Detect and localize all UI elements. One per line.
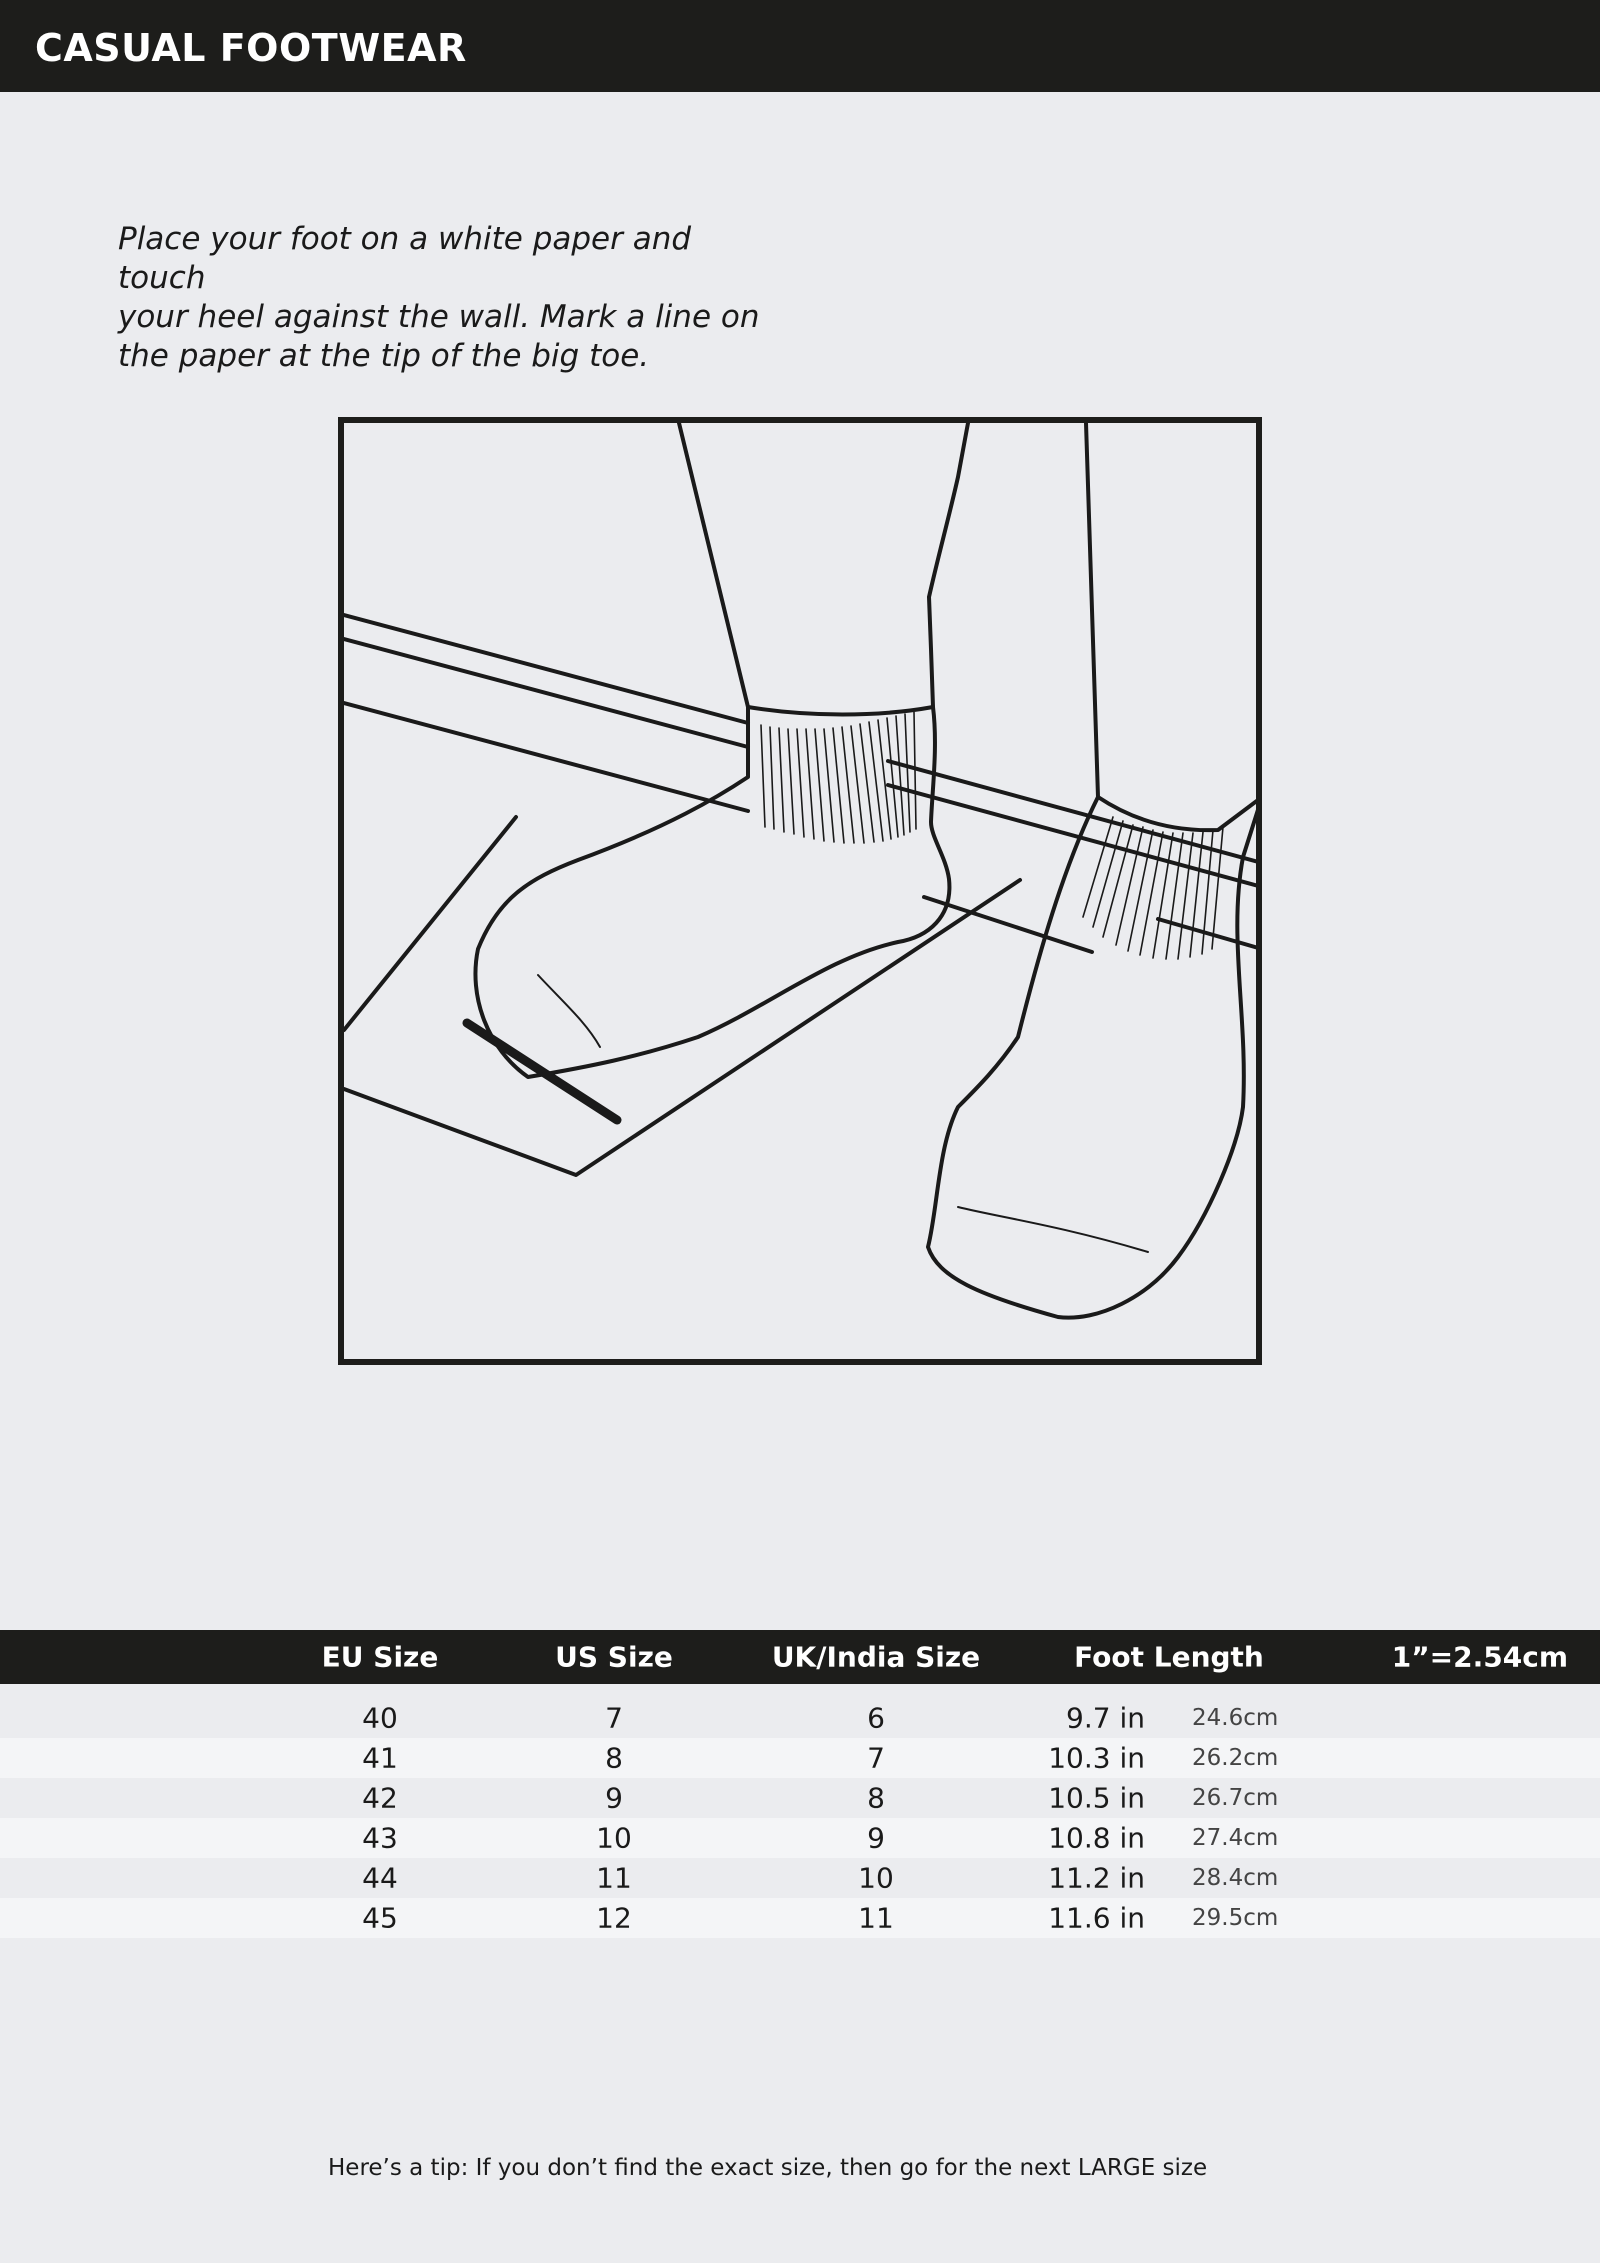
- cell-us: 12: [596, 1901, 632, 1935]
- cell-us: 10: [596, 1821, 632, 1855]
- table-row: [0, 1858, 1600, 1898]
- table-row: [0, 1738, 1600, 1778]
- cell-foot-length-cm: 28.4cm: [1192, 1865, 1279, 1891]
- sizing-tip: Here’s a tip: If you don’t find the exact size, then go for the next LARGE size: [328, 2155, 1208, 2181]
- cell-eu: 43: [362, 1821, 398, 1855]
- cell-eu: 44: [362, 1861, 398, 1895]
- cell-foot-length-in: 10.3 in: [1048, 1741, 1145, 1775]
- instruction-line: Place your foot on a white paper and touch: [118, 221, 692, 296]
- measurement-instruction: [118, 220, 778, 376]
- table-row: [0, 1778, 1600, 1818]
- cell-foot-length-in: 10.5 in: [1048, 1781, 1145, 1815]
- header-uk-india-size: UK/India Size: [771, 1640, 981, 1674]
- table-row: [0, 1818, 1600, 1858]
- table-body: [0, 1684, 1600, 1938]
- cell-foot-length-cm: 27.4cm: [1192, 1825, 1279, 1851]
- size-chart-table: [0, 1630, 1600, 1938]
- cell-uk: 6: [867, 1701, 885, 1735]
- cell-foot-length-in: 10.8 in: [1048, 1821, 1145, 1855]
- instruction-line: the paper at the tip of the big toe.: [118, 338, 650, 374]
- page-title: CASUAL FOOTWEAR: [35, 26, 467, 70]
- header-eu-size: EU Size: [321, 1640, 439, 1674]
- cell-uk: 7: [867, 1741, 885, 1775]
- table-header-row: [0, 1630, 1600, 1684]
- cell-foot-length-in: 9.7 in: [1066, 1701, 1145, 1735]
- cell-us: 11: [596, 1861, 632, 1895]
- table-row: [0, 1898, 1600, 1938]
- foot-measurement-illustration: [338, 417, 1262, 1365]
- cell-uk: 10: [858, 1861, 894, 1895]
- cell-us: 7: [605, 1701, 623, 1735]
- cell-foot-length-cm: 26.7cm: [1192, 1785, 1279, 1811]
- cell-us: 9: [605, 1781, 623, 1815]
- cell-foot-length-cm: 26.2cm: [1192, 1745, 1279, 1771]
- table-row: [0, 1698, 1600, 1738]
- instruction-line: your heel against the wall. Mark a line on: [118, 299, 760, 335]
- cell-uk: 11: [858, 1901, 894, 1935]
- header-bar: [0, 0, 1600, 92]
- header-us-size: US Size: [555, 1640, 673, 1674]
- cell-uk: 8: [867, 1781, 885, 1815]
- cell-eu: 40: [362, 1701, 398, 1735]
- header-foot-length: Foot Length: [1074, 1640, 1264, 1674]
- cell-uk: 9: [867, 1821, 885, 1855]
- cell-eu: 41: [362, 1741, 398, 1775]
- cell-us: 8: [605, 1741, 623, 1775]
- cell-foot-length-in: 11.2 in: [1048, 1861, 1145, 1895]
- header-inch-conversion: 1”=2.54cm: [1391, 1640, 1568, 1674]
- cell-foot-length-cm: 29.5cm: [1192, 1905, 1279, 1931]
- cell-eu: 42: [362, 1781, 398, 1815]
- cell-foot-length-cm: 24.6cm: [1192, 1705, 1279, 1731]
- cell-eu: 45: [362, 1901, 398, 1935]
- cell-foot-length-in: 11.6 in: [1048, 1901, 1145, 1935]
